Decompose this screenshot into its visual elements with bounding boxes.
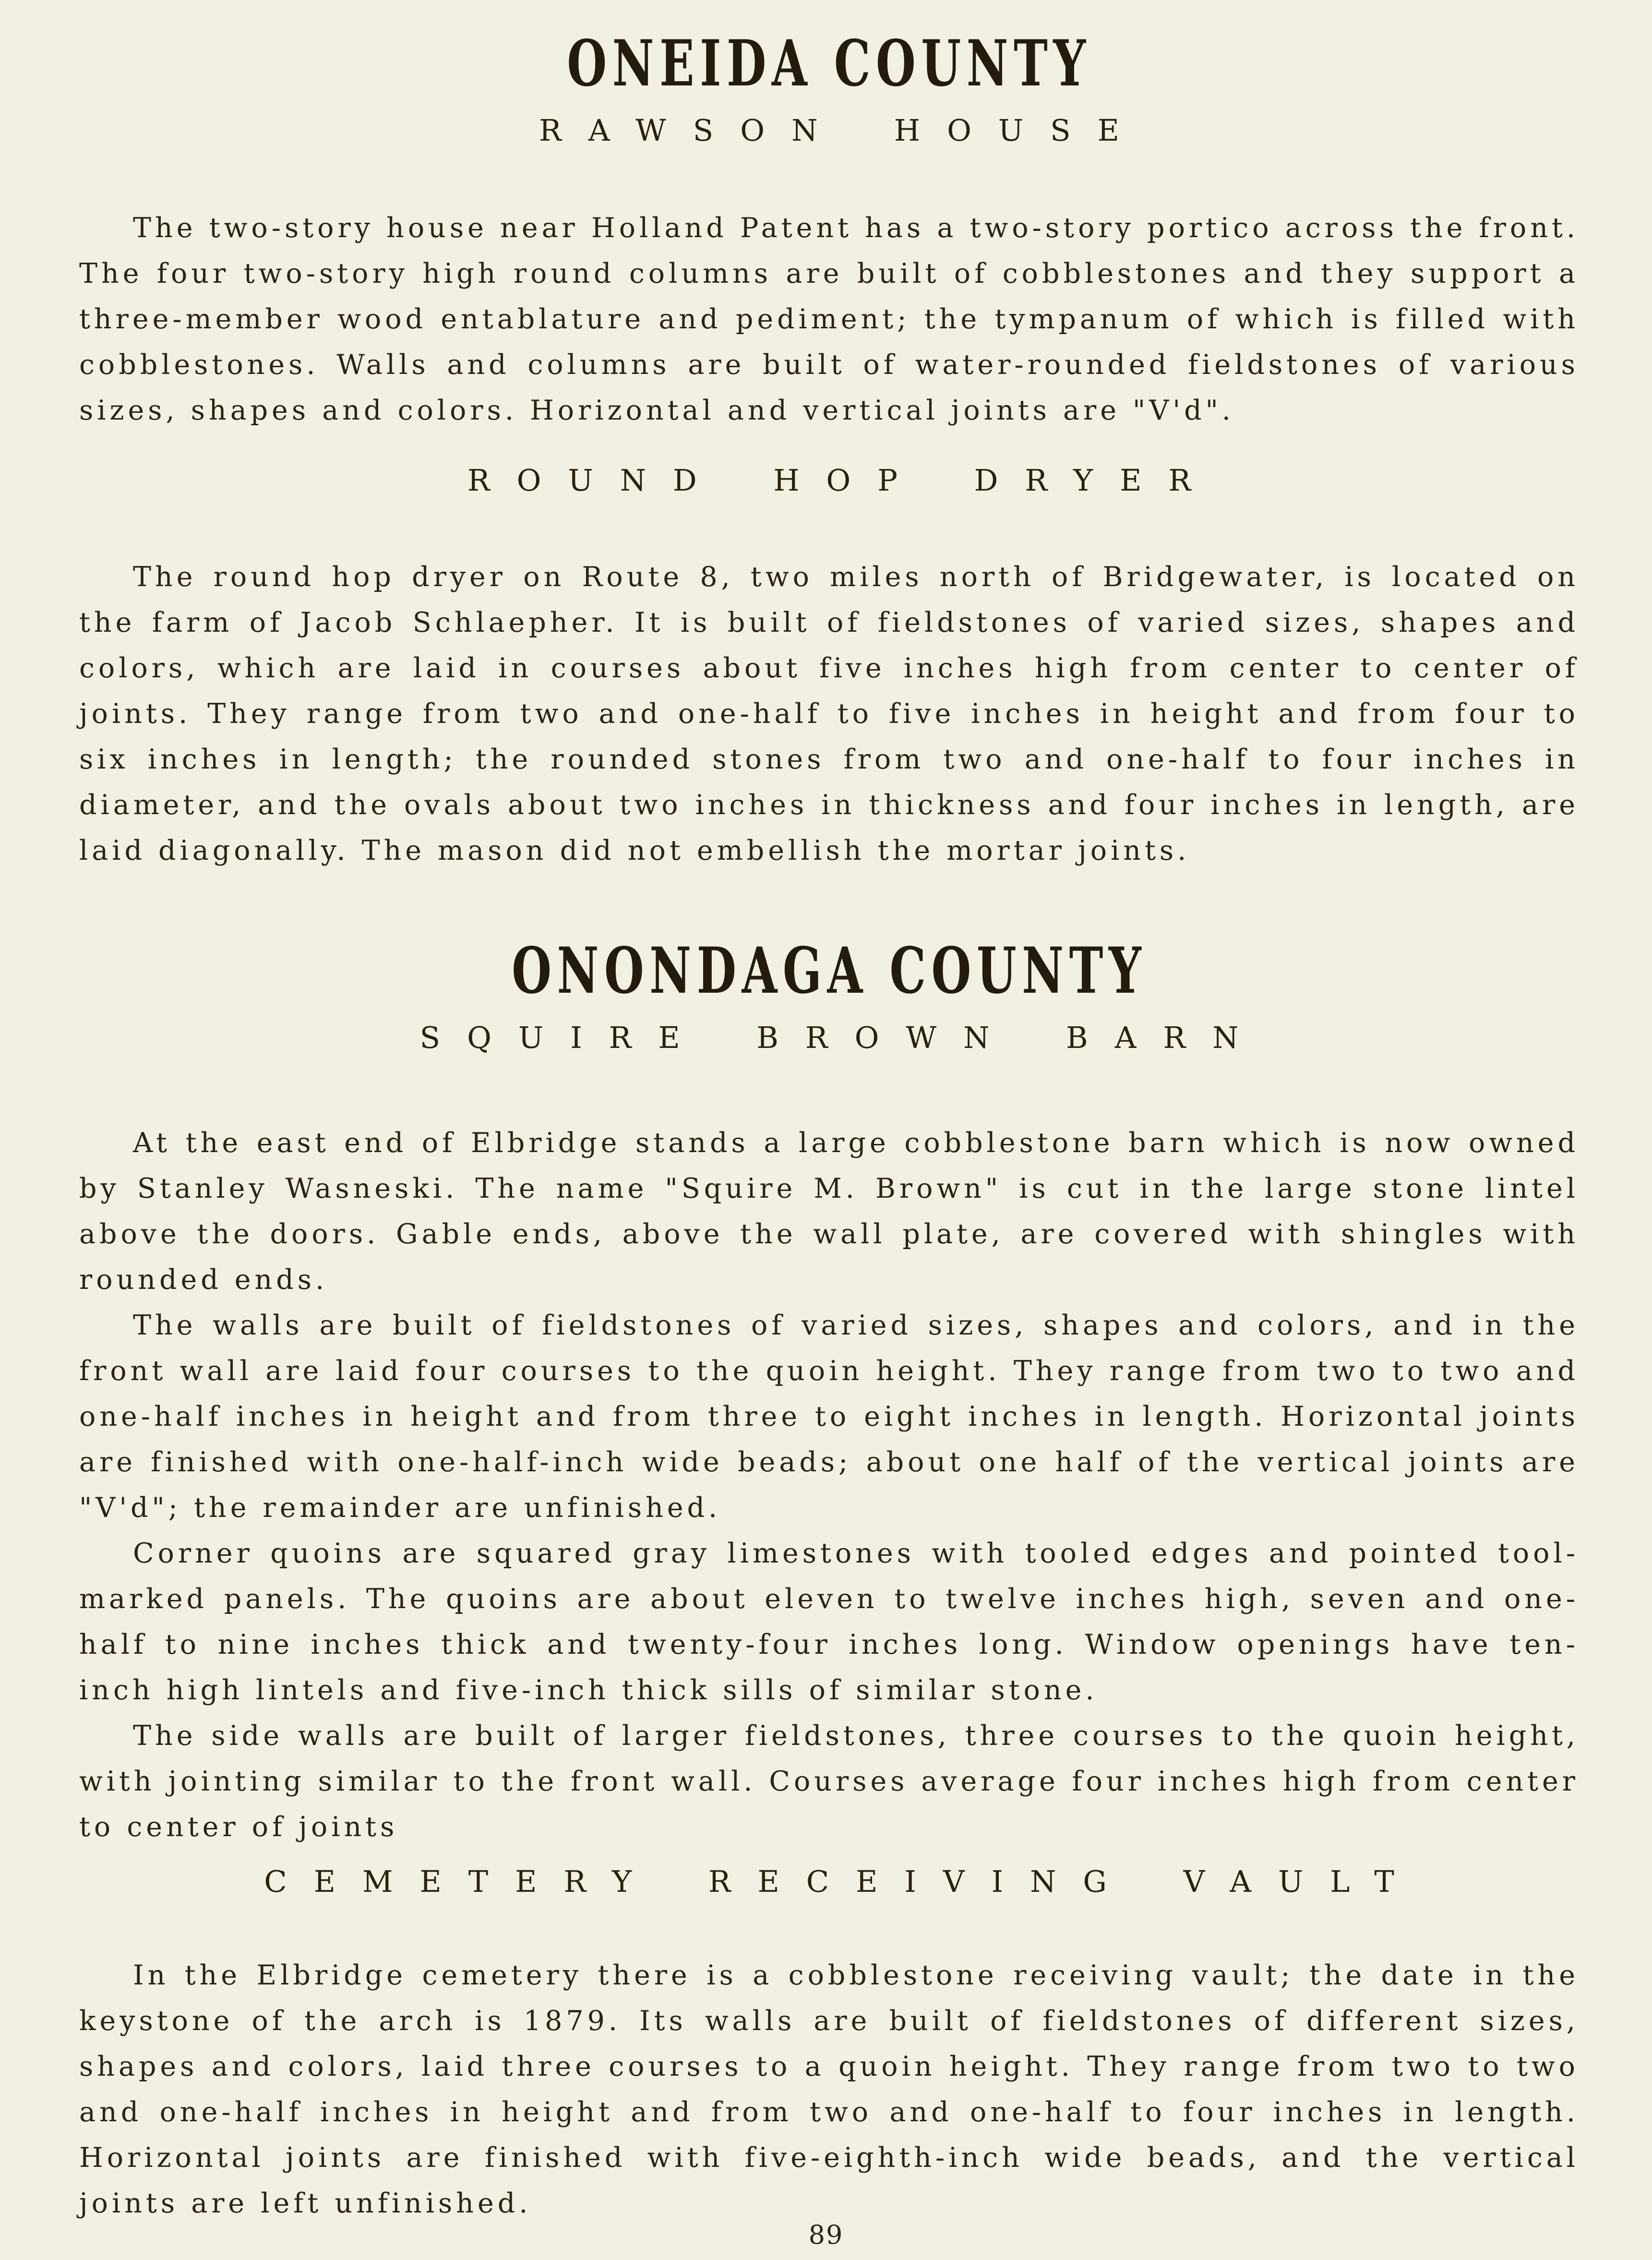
paragraph-squire-brown-barn-1: At the east end of Elbridge stands a large cobblestone barn which is now owned by Stanley Wasneski. The name "Squire M. Brown" is cut in the large stone lintel above the doors. Gable ends, above the wall plate, are covered with shingles with rounded ends.: [79, 1127, 1579, 1296]
county-title-onondaga: [79, 935, 1579, 1007]
section-heading-rawson-house: RAWSON HOUSE: [539, 113, 1146, 148]
section-heading-cemetery-receiving-vault: CEMETERY RECEIVING VAULT: [264, 1864, 1421, 1899]
section-heading-round-hop-dryer: ROUND HOP DRYER: [467, 463, 1218, 498]
paragraph-squire-brown-barn-2: The walls are built of fieldstones of varied sizes, shapes and colors, and in the front wall are laid four courses to the quoin height. They range from two to two and one-half inches in height and from three to eight inches in length. Horizontal joints are finished with one-half-inch wide beads; about one half of the vertical joints are "V'd"; the remainder are unfinished.: [79, 1310, 1579, 1524]
paragraph-round-hop-dryer: The round hop dryer on Route 8, two miles north of Bridgewater, is located on the farm of Jacob Schlaepher. It is built of fieldstones of varied sizes, shapes and colors, which are laid in courses about five inches high from center to center of joints. They range from two and one-half to five inches in height and from four to six inches in length; the rounded stones from two and one-half to four inches in diameter, and the ovals about two inches in thickness and four inches in length, are laid diagonally. The mason did not embellish the mortar joints.: [79, 561, 1579, 866]
page-number: 89: [808, 2220, 844, 2250]
paragraph-squire-brown-barn-4: The side walls are built of larger fieldstones, three courses to the quoin height, with jointing similar to the front wall. Courses average four inches high from center to center of joints: [79, 1720, 1579, 1843]
section-heading-squire-brown-barn: SQUIRE BROWN BARN: [419, 1020, 1266, 1055]
county-title-oneida: [79, 28, 1579, 100]
county-title-oneida-text: ONEIDA COUNTY: [567, 26, 1091, 101]
paragraph-squire-brown-barn-3: Corner quoins are squared gray limestones with tooled edges and pointed tool-marked panels. The quoins are about eleven to twelve inches high, seven and one-half to nine inches thick and twenty-four inches long. Window openings have ten-inch high lintels and five-inch thick sills of similar stone.: [79, 1538, 1579, 1706]
county-title-onondaga-text: ONONDAGA COUNTY: [511, 934, 1147, 1008]
paragraph-cemetery-receiving-vault: In the Elbridge cemetery there is a cobblestone receiving vault; the date in the keystone of the arch is 1879. Its walls are built of fieldstones of different sizes, shapes and colors, laid three courses to a quoin height. They range from two to two and one-half inches in height and from two and one-half to four inches in length. Horizontal joints are finished with five-eighth-inch wide beads, and the vertical joints are left unfinished.: [79, 1959, 1579, 2219]
paragraph-rawson-house: The two-story house near Holland Patent has a two-story portico across the front. The four two-story high round columns are built of cobblestones and they support a three-member wood entablature and pediment; the tympanum of which is filled with cobblestones. Walls and columns are built of water-rounded fieldstones of various sizes, shapes and colors. Horizontal and vertical joints are "V'd".: [79, 212, 1579, 426]
